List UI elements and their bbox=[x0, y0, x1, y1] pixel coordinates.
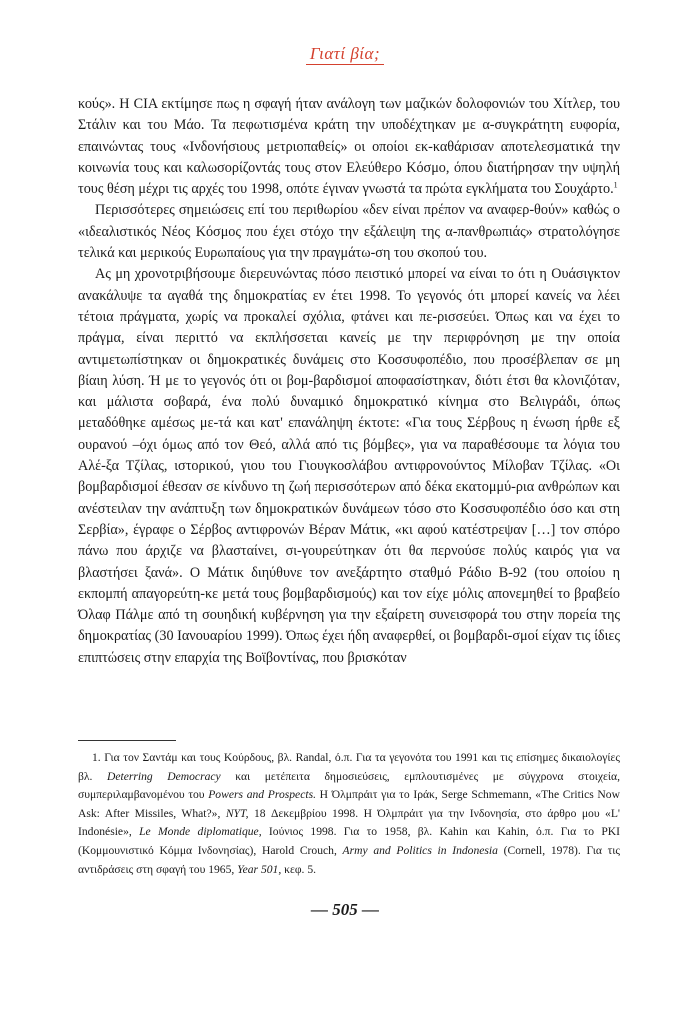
running-title: Γιατί βία; bbox=[306, 44, 384, 65]
paragraph-3: Ας μη χρονοτριβήσουμε διερευνώντας πόσο πειστικό μπορεί να είναι το ότι η Ουάσιγκτον ανακάλυψε τα αγαθά της δημοκρατίας εν έτει 1998. Το γεγονός ότι μπορεί κανείς να λέει τέτοια πράγματα, χωρίς να προκαλεί σχόλια, φτάνει και πε-ρισσεύει. Όπως και να έχει το πράγμα, είναι περιττό να εκπλήσσεται κανείς με την περιφρόνηση με την οποία αντιμετωπίστηκαν οι δημοκρατικές δυνάμεις στο Κοσσυφοπέδιο, που προσέβλεπαν σε μη βίαιη λύση. Ή με το γεγονός ότι οι βομ-βαρδισμοί αποφασίστηκαν, διότι έτσι θα κλονιζόταν, και μάλιστα σοβαρά, ένα πολύ δυναμικό δημοκρατικό κίνημα στο Βελιγράδι, όπως μεταδόθηκε αμέσως με-τά και κατ' επανάληψη έκτοτε: «Για τους Σέρβους η ένωση ήρθε εξ ουρανού –όχι όμως από τον Θεό, αλλά από τις βόμβες», για να παραθέσουμε τα λόγια του Αλέ-ξα Τζίλας, ιστορικού, γιου του Γιουγκοσλάβου αντιφρονούντος Μίλοβαν Τζίλας. «Οι βομβαρδισμοί έθεσαν σε κίνδυνο τη ζωή περισσότερων από δέκα εκατομμύ-ρια ανθρώπων και ανέστειλαν την ανάπτυξη των δημοκρατικών δυνάμεων τόσο στο Κοσσυφοπέδιο όσο και στη Σερβία», έγραφε ο Σέρβος αντιφρονών Βέραν Μάτικ, «κι αφού κατέστρεψαν […] τον σπόρο πάνω που άρχιζε να βλασταίνει, σι-γουρεύτηκαν ότι θα περνούσε πολύς καιρός για να βλαστήσει ξανά». Ο Μάτικ διηύθυνε τον ανεξάρτητο σταθμό Ράδιο Β-92 (του οποίου η εκπομπή απαγορεύτη-κε μετά τους βομβαρδισμούς) και τον είχε μόλις απονεμηθεί το βραβείο Όλαφ Πάλμε από τη σουηδική κυβέρνηση για την εξαίρετη συνεισφορά του στην πορεία της δημοκρατίας (30 Ιανουαρίου 1999). Όπως έχει ήδη αναφερθεί, οι βομβαρδι-σμοί είχαν τις ίδιες επιπτώσεις στην επαρχία της Βοϊβοντίνας, που βρισκόταν bbox=[78, 266, 620, 666]
page-number: — 505 — bbox=[311, 900, 379, 919]
footnote-marker: 1 bbox=[613, 180, 618, 190]
footnote-1: 1. Για τον Σαντάμ και τους Κούρδους, βλ. Randal, ό.π. Για τα γεγονότα του 1991 και τις επίσημες δικαιολογίες βλ. Deterring Democracy και μετέπειτα δημοσιεύσεις, εμπλουτισμένες με σύγχρονα στοιχεία, συμπεριλαμβανομένου του Powers and Prospects. Η Όλμπράιτ για το Ιράκ, Serge Schmemann, «The Critics Now Ask: After Missiles, What?», NYT, 18 Δεκεμβρίου 1998. Η Όλμπράιτ για την Ινδονησία, στο άρθρο μου «L' Indonésie», Le Monde diplomatique, Ιούνιος 1998. Για το 1958, βλ. Kahin και Kahin, ό.π. Για το PKI (Κομμουνιστικό Κόμμα Ινδονησίας), Harold Crouch, Army and Politics in Indonesia (Cornell, 1978). Για τις αντιδράσεις στη σφαγή του 1965, Year 501, κεφ. 5. bbox=[78, 751, 621, 876]
running-head bbox=[0, 44, 690, 64]
body-text bbox=[78, 94, 620, 669]
paragraph-2: Περισσότερες σημειώσεις επί του περιθωρίου «δεν είναι πρέπον να αναφερ-θούν» καθώς ο «ιδεαλιστικός Νέος Κόσμος που έχει στόχο την εξάλειψη της α-πανθρωπιάς» στρατολόγησε τελικά και μερικούς Ευρωπαίους για την πραγμάτω-ση του σκοπού του. bbox=[78, 202, 620, 262]
footnote-divider bbox=[78, 740, 176, 741]
paragraph-1: κούς». Η CIA εκτίμησε πως η σφαγή ήταν ανάλογη των μαζικών δολοφονιών του Χίτλερ, του Στάλιν και του Μάο. Τα πεφωτισμένα κράτη την υποδέχτηκαν με α-συγκράτητη ευφορία, επαινώντας τους «Ινδονήσιους μετριοπαθείς» οι οποίοι εκ-καθάρισαν αποτελεσματικά την κοινωνία τους και καλωσορίζοντάς τους στον Ελεύθερο Κόσμο, όπου διατήρησαν την υψηλή τους θέση μέχρι τις αρχές του 1998, οπότε έγιναν γνωστά τα πρώτα εγκλήματα του Σουχάρτο.$^1$ bbox=[78, 96, 620, 198]
footnote bbox=[78, 749, 620, 879]
